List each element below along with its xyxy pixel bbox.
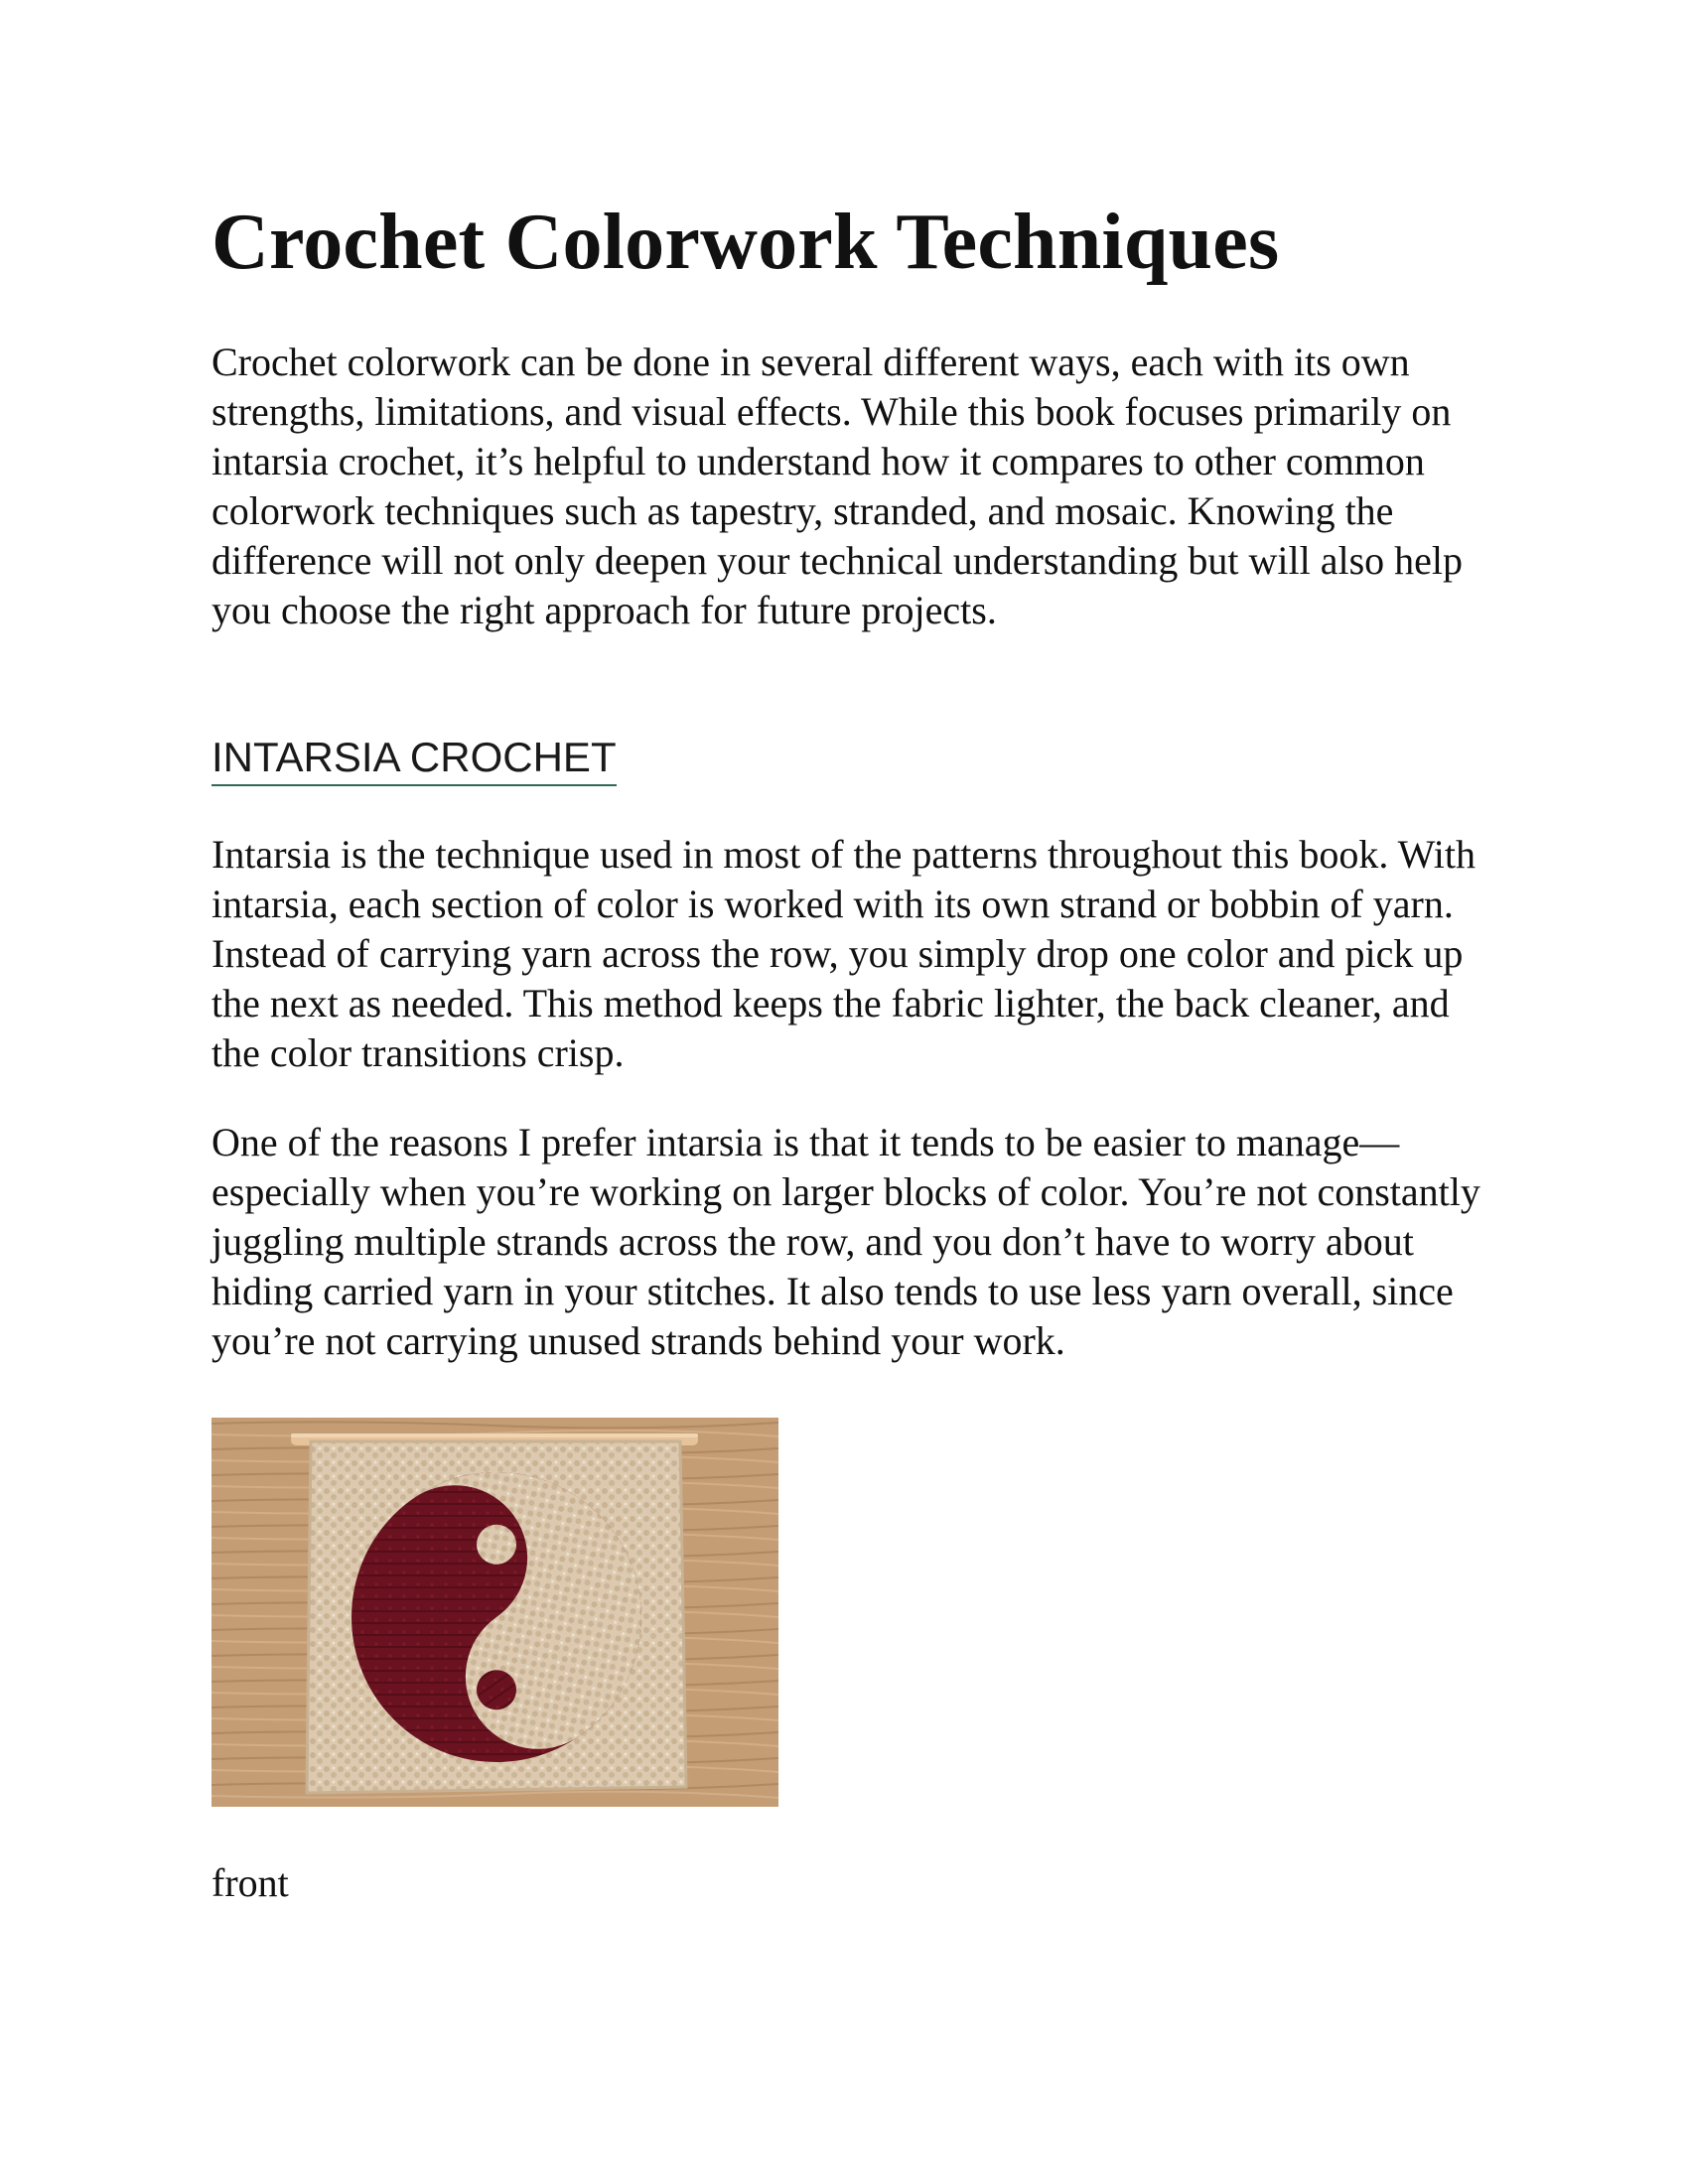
intarsia-paragraph-1: Intarsia is the technique used in most of the patterns throughout this book. With intarsia, each section of color is worked with its own strand or bobbin of yarn. Instead of carrying yarn across the row, you simply drop one color and pick up the next as needed. This method keeps the fabric lighter, the back cleaner, and the color transitions crisp.	[211, 832, 1477, 1076]
intarsia-paragraph-2: One of the reasons I prefer intarsia is that it tends to be easier to manage—especially when you’re working on larger blocks of color. You’re not constantly juggling multiple strands across the row, and you don’t have to worry about hiding carried yarn in your stitches. It also tends to use less yarn overall, since you’re not carrying unused strands behind your work.	[211, 1120, 1480, 1364]
figure-caption: front	[211, 1860, 289, 1906]
section-heading-intarsia: INTARSIA CROCHET	[211, 735, 617, 786]
intro-paragraph: Crochet colorwork can be done in several different ways, each with its own strengths, limitations, and visual effects. While this book focuses primarily on intarsia crochet, it’s helpful to understand how it compares to other common colorwork techniques such as tapestry, stranded, and mosaic. Knowing the difference will not only deepen your technical understanding but will also help you choose the right approach for future projects.	[211, 340, 1464, 632]
page-title: Crochet Colorwork Techniques	[211, 199, 1280, 286]
crochet-swatch	[307, 1418, 698, 1793]
intarsia-swatch-photo	[211, 1418, 778, 1807]
yin-yang-swatch-illustration	[211, 1418, 778, 1807]
document-page	[211, 199, 1502, 1908]
